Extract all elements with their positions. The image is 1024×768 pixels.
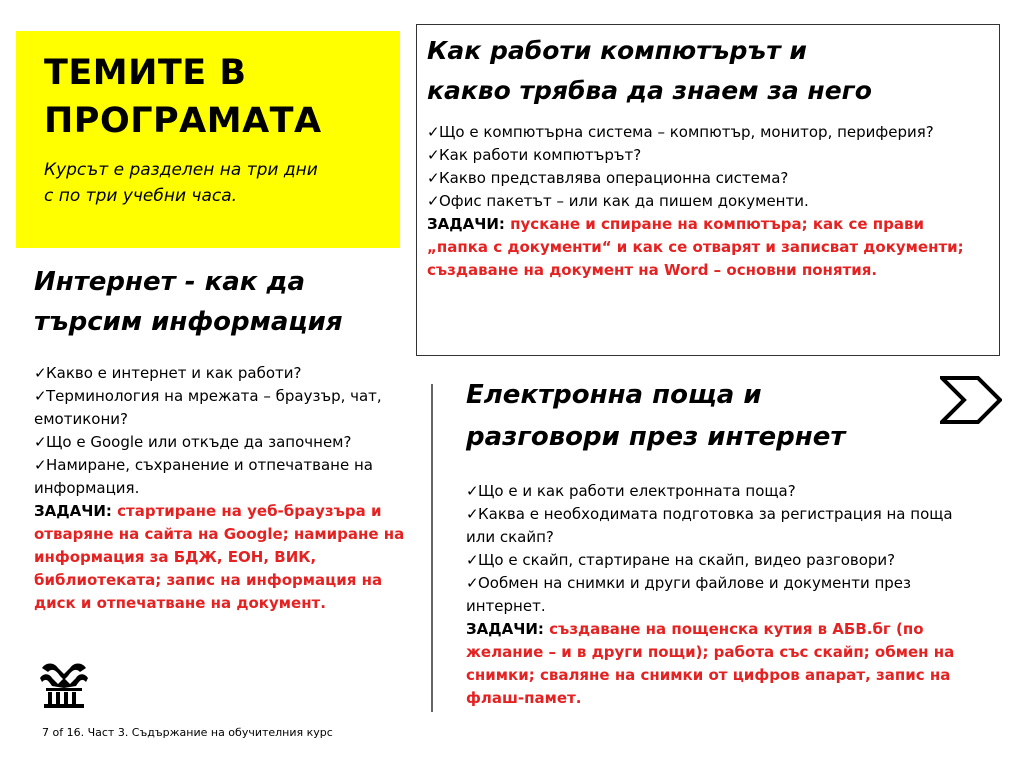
bullet-text: Що е Google или откъде да започнем? bbox=[46, 433, 352, 451]
bullet-text: Терминология на мрежата – браузър, чат, емотикони? bbox=[34, 387, 382, 428]
list-item bbox=[34, 385, 426, 431]
page-title bbox=[44, 49, 380, 145]
check-icon: ✓ bbox=[427, 169, 440, 187]
tasks-label: ЗАДАЧИ: bbox=[466, 620, 544, 638]
subtitle-line1: Курсът е разделен на три дни bbox=[44, 160, 318, 180]
bullet-text: Каква е необходимата подготовка за регистрация на поща или скайп? bbox=[466, 505, 953, 546]
bullet-text: Намиране, съхранение и отпечатване на информация. bbox=[34, 456, 373, 497]
list-item bbox=[34, 454, 426, 500]
internet-section bbox=[34, 262, 426, 615]
internet-heading-line2: търсим информация bbox=[34, 307, 343, 337]
bullet-text: Що е скайп, стартиране на скайп, видео разговори? bbox=[478, 551, 896, 569]
list-item bbox=[34, 431, 426, 454]
title-box bbox=[16, 31, 400, 248]
email-bullets bbox=[466, 480, 956, 618]
list-item bbox=[427, 144, 989, 167]
list-item bbox=[466, 549, 956, 572]
tasks-label: ЗАДАЧИ: bbox=[34, 502, 112, 520]
subtitle-line2: с по три учебни часа. bbox=[44, 186, 238, 206]
computer-heading-line2: какво трябва да знаем за него bbox=[427, 76, 872, 105]
email-section-heading bbox=[466, 374, 956, 458]
internet-tasks bbox=[34, 500, 426, 615]
library-emblem-icon bbox=[36, 658, 92, 710]
email-heading-line2: разговори през интернет bbox=[466, 422, 846, 452]
check-icon: ✓ bbox=[427, 123, 440, 141]
check-icon: ✓ bbox=[34, 364, 47, 382]
internet-bullets bbox=[34, 362, 426, 500]
check-icon: ✓ bbox=[466, 505, 479, 523]
tasks-label: ЗАДАЧИ: bbox=[427, 215, 505, 233]
list-item bbox=[466, 480, 956, 503]
tasks-text: пускане и спиране на компютъра; как се прави „папка с документи“ и как се отварят и записват документи; създаване на документ на Word – основни понятия. bbox=[427, 215, 964, 279]
tasks-text: стартиране на уеб-браузъра и отваряне на сайта на Google; намиране на информация за БДЖ, ЕОН, ВИК, библиотеката; запис на информация на диск и отпечатване на документ. bbox=[34, 502, 405, 612]
list-item bbox=[466, 572, 956, 618]
computer-heading-line1: Как работи компютърът и bbox=[427, 36, 807, 65]
bullet-text: Ообмен на снимки и други файлове и документи през интернет. bbox=[466, 574, 912, 615]
bullet-text: Какво представлява операционна система? bbox=[439, 169, 789, 187]
page-title-line1: ТЕМИТЕ В bbox=[44, 53, 247, 93]
check-icon: ✓ bbox=[466, 551, 479, 569]
bullet-text: Що е и как работи електронната поща? bbox=[478, 482, 796, 500]
check-icon: ✓ bbox=[427, 146, 440, 164]
internet-section-heading bbox=[34, 262, 426, 342]
check-icon: ✓ bbox=[466, 574, 479, 592]
list-item bbox=[466, 503, 956, 549]
computer-section bbox=[416, 24, 1000, 356]
course-subtitle bbox=[44, 157, 380, 209]
bullet-text: Що е компютърна система – компютър, монитор, периферия? bbox=[439, 123, 934, 141]
bullet-text: Офис пакетът – или как да пишем документи. bbox=[439, 192, 809, 210]
check-icon: ✓ bbox=[466, 482, 479, 500]
slide-footer: 7 of 16. Част 3. Съдържание на обучителния курс bbox=[42, 726, 333, 739]
list-item bbox=[427, 190, 989, 213]
email-section bbox=[466, 374, 956, 710]
list-item bbox=[427, 167, 989, 190]
chevron-right-icon[interactable] bbox=[940, 376, 1002, 424]
email-heading-line1: Електронна поща и bbox=[466, 380, 762, 410]
list-item bbox=[34, 362, 426, 385]
computer-bullets bbox=[427, 121, 989, 213]
check-icon: ✓ bbox=[427, 192, 440, 210]
list-item bbox=[427, 121, 989, 144]
check-icon: ✓ bbox=[34, 433, 47, 451]
check-icon: ✓ bbox=[34, 456, 47, 474]
vertical-divider bbox=[431, 384, 433, 712]
bullet-text: Как работи компютърът? bbox=[439, 146, 642, 164]
internet-heading-line1: Интернет - как да bbox=[34, 267, 306, 297]
page-title-line2: ПРОГРАМАТА bbox=[44, 101, 322, 141]
bullet-text: Какво е интернет и как работи? bbox=[46, 364, 302, 382]
check-icon: ✓ bbox=[34, 387, 47, 405]
email-tasks bbox=[466, 618, 956, 710]
tasks-text: създаване на пощенска кутия в АБВ.бг (по желание – и в други пощи); работа със скайп; обмен на снимки; сваляне на снимки от цифров апарат, запис на флаш-памет. bbox=[466, 620, 955, 707]
computer-section-heading bbox=[427, 31, 989, 111]
computer-tasks bbox=[427, 213, 989, 282]
